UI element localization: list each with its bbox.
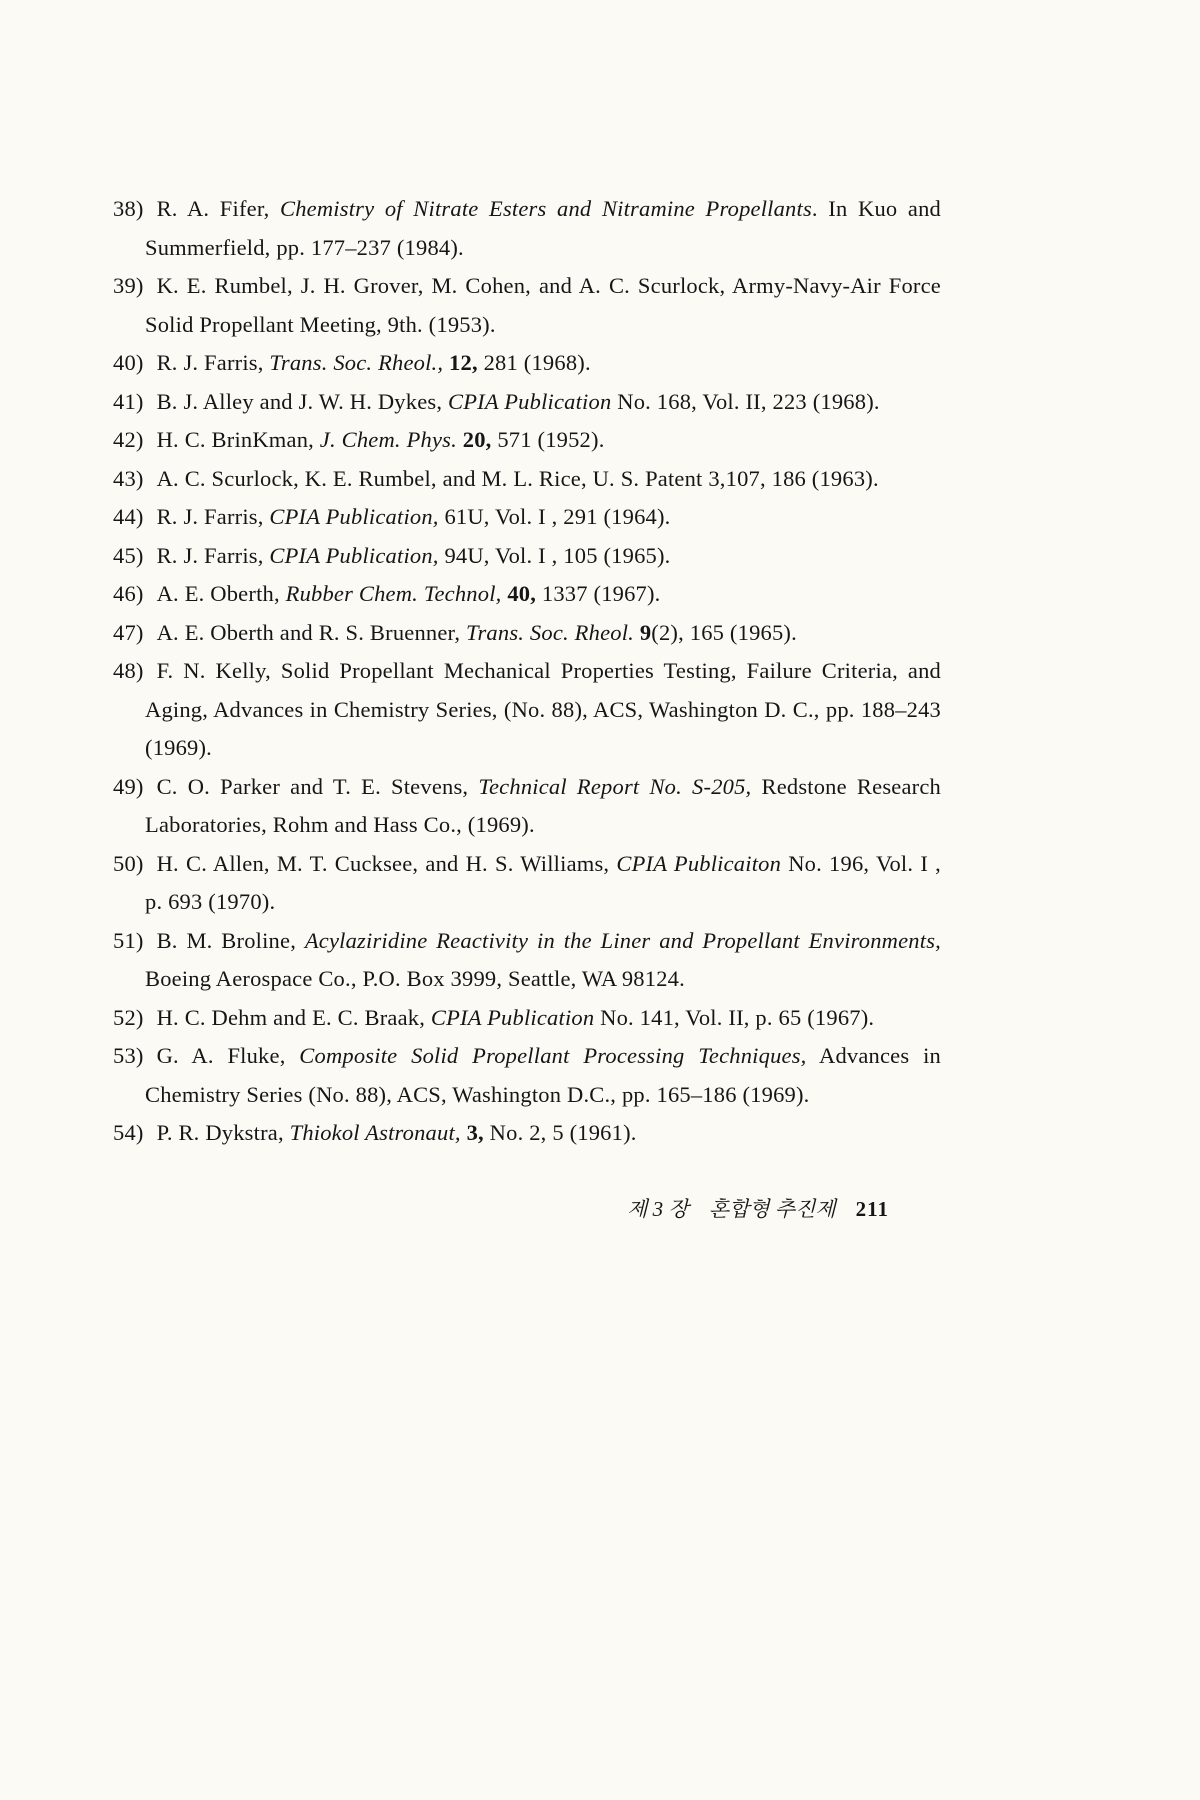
reference-text-segment: No. 141, Vol. II, p. 65 (1967). (594, 1004, 875, 1030)
page-footer (113, 1193, 941, 1223)
reference-text-segment: R. J. Farris, (156, 504, 270, 529)
references-list (113, 190, 941, 1153)
reference-text-segment: No. 168, Vol. II, 223 (1968). (611, 388, 880, 414)
reference-text-segment: H. C. Allen, M. T. Cucksee, and H. S. Williams, (156, 850, 617, 876)
reference-text-segment: Boeing Aerospace Co., P.O. Box 3999, Seattle, WA 98124. (145, 966, 685, 991)
reference-text-segment: Redstone Research Laboratories, Rohm and Hass Co., (1969). (145, 773, 941, 837)
reference-item (113, 652, 941, 768)
reference-item (113, 383, 941, 422)
reference-item (113, 344, 941, 383)
reference-text-segment: 40, (507, 581, 537, 606)
reference-number: 48) (113, 658, 144, 683)
reference-text-segment: No. 2, 5 (1961). (483, 1120, 637, 1145)
reference-item (113, 614, 941, 653)
reference-text-segment: A. E. Oberth and R. S. Bruenner, (156, 619, 466, 645)
reference-text-segment: No. 196, Vol. I , p. 693 (1970). (145, 850, 941, 914)
reference-item (113, 498, 941, 537)
reference-item (113, 845, 941, 922)
reference-number: 39) (113, 273, 144, 298)
reference-text-segment: 1337 (1967). (536, 581, 661, 606)
reference-text-segment: 61U, Vol. I , 291 (1964). (438, 504, 671, 529)
reference-text-segment: Thiokol Astronaut, (289, 1120, 461, 1145)
reference-text-segment: F. N. Kelly, Solid Propellant Mechanical Properties Testing, Failure Criteria, and Aging, Advances in Chemistry Series, (No. 88), ACS, Washington D. C., pp. 188–243 (1969). (145, 658, 941, 760)
reference-text-segment: J. Chem. Phys. (319, 427, 457, 452)
reference-text-segment: G. A. Fluke, (156, 1043, 300, 1068)
reference-text-segment: 571 (1952). (491, 427, 605, 452)
reference-text-segment: P. R. Dykstra, (156, 1120, 290, 1145)
reference-text-segment: A. E. Oberth, (156, 581, 286, 606)
reference-item (113, 1114, 941, 1153)
reference-text-segment: Rubber Chem. Technol, (285, 581, 502, 606)
reference-number: 38) (113, 196, 144, 221)
reference-text-segment: R. J. Farris, (156, 350, 270, 375)
reference-number: 49) (113, 773, 144, 799)
reference-text-segment: Acylaziridine Reactivity in the Liner and Propellant Environments, (304, 927, 941, 953)
reference-number: 46) (113, 581, 144, 606)
reference-text-segment: 3, (466, 1120, 484, 1145)
reference-item (113, 190, 941, 267)
reference-number: 51) (113, 927, 144, 953)
reference-text-segment: 9 (639, 619, 652, 645)
reference-number: 45) (113, 542, 144, 568)
reference-item (113, 1037, 941, 1114)
reference-text-segment: CPIA Publicaiton (616, 850, 782, 876)
reference-text-segment: H. C. BrinKman, (156, 427, 320, 452)
reference-text-segment: CPIA Publication (430, 1004, 595, 1030)
reference-text-segment: Trans. Soc. Rheol. (466, 619, 634, 645)
reference-text-segment: R. A. Fifer, (156, 196, 280, 221)
reference-text-segment: CPIA Publication, (269, 542, 439, 568)
reference-number: 40) (113, 350, 144, 375)
reference-text-segment: Trans. Soc. Rheol., (269, 350, 444, 375)
reference-text-segment: 281 (1968). (477, 350, 591, 375)
reference-item (113, 421, 941, 460)
reference-number: 41) (113, 388, 144, 414)
reference-text-segment: (2), 165 (1965). (651, 619, 797, 645)
chapter-label: 제 3 장 (627, 1196, 689, 1221)
page-number: 211 (855, 1196, 889, 1221)
reference-number: 42) (113, 427, 144, 452)
reference-text-segment: CPIA Publication (448, 388, 612, 414)
reference-number: 50) (113, 850, 144, 876)
reference-text-segment: R. J. Farris, (156, 542, 270, 568)
reference-number: 44) (113, 504, 144, 529)
reference-item (113, 999, 941, 1038)
reference-text-segment: . In Kuo and Summerfield, pp. 177–237 (1984). (145, 196, 941, 260)
reference-text-segment: B. M. Broline, (156, 927, 305, 953)
reference-text-segment: Technical Report No. S-205, (478, 773, 752, 799)
reference-text-segment: K. E. Rumbel, J. H. Grover, M. Cohen, and A. C. Scurlock, Army-Navy-Air Force Solid Propellant Meeting, 9th. (1953). (145, 273, 941, 337)
reference-text-segment: A. C. Scurlock, K. E. Rumbel, and M. L. Rice, U. S. Patent 3,107, 186 (1963). (156, 465, 879, 491)
reference-text-segment: C. O. Parker and T. E. Stevens, (156, 773, 479, 799)
reference-text-segment: Chemistry of Nitrate Esters and Nitramine Propellants (280, 196, 812, 221)
reference-text-segment: Advances in Chemistry Series (No. 88), ACS, Washington D.C., pp. 165–186 (1969). (145, 1043, 942, 1107)
reference-number: 52) (113, 1004, 144, 1030)
reference-item (113, 267, 941, 344)
reference-text-segment: H. C. Dehm and E. C. Braak, (156, 1004, 431, 1030)
reference-text-segment: 94U, Vol. I , 105 (1965). (438, 542, 671, 568)
reference-number: 43) (113, 465, 144, 491)
reference-text-segment: B. J. Alley and J. W. H. Dykes, (156, 388, 449, 414)
reference-text-segment: 12, (449, 350, 478, 375)
reference-item (113, 768, 941, 845)
reference-item (113, 537, 941, 576)
reference-item (113, 460, 941, 499)
reference-text-segment: Composite Solid Propellant Processing Techniques, (299, 1043, 807, 1068)
reference-text-segment: CPIA Publication, (269, 504, 439, 529)
reference-item (113, 575, 941, 614)
reference-number: 54) (113, 1120, 144, 1145)
chapter-title: 혼합형 추진제 (708, 1196, 836, 1221)
reference-item (113, 922, 941, 999)
reference-number: 53) (113, 1043, 144, 1068)
reference-text-segment: 20, (462, 427, 492, 452)
reference-number: 47) (113, 619, 144, 645)
